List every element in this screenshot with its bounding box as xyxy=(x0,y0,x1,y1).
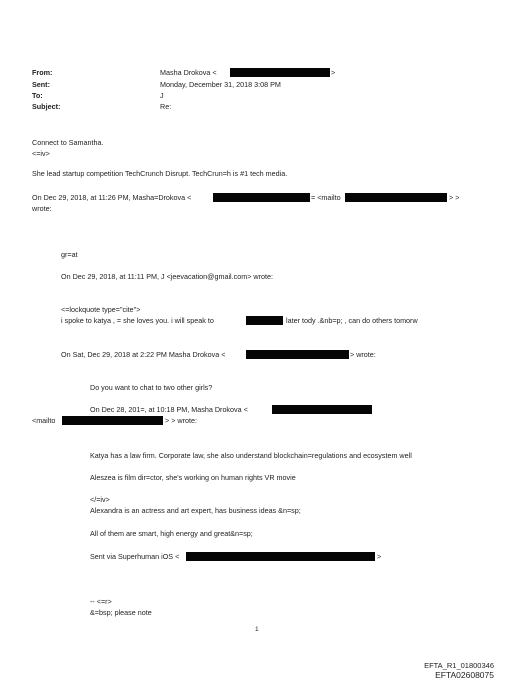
quote-line: On Dec 29, 2018, at 11:11 PM, J <jeevacation@gmail.com> wrote: xyxy=(61,272,273,281)
quote-line: Do you want to chat to two other girls? xyxy=(90,383,213,392)
quote-line: > > wrote: xyxy=(165,416,197,425)
quote-line: i spoke to katya , = she loves you. i will speak to xyxy=(61,316,214,325)
quote-line: </=iv> xyxy=(90,495,110,504)
subject-label: Subject: xyxy=(32,102,61,111)
redaction-box xyxy=(213,193,310,202)
sent-label: Sent: xyxy=(32,80,50,89)
quote-line: -- <=r> xyxy=(90,597,112,606)
quote-line: > xyxy=(377,552,382,561)
from-label: From: xyxy=(32,68,53,77)
from-close: > xyxy=(331,68,336,77)
body-line: wrote: xyxy=(32,204,52,213)
sent-value: Monday, December 31, 2018 3:08 PM xyxy=(160,80,281,89)
quote-line: On Dec 28, 201=, at 10:18 PM, Masha Drokova < xyxy=(90,405,248,414)
quote-line: > wrote: xyxy=(350,350,376,359)
redaction-box xyxy=(62,416,163,425)
body-line: Connect to Samantha. xyxy=(32,138,104,147)
quote-line: Alexandra is an actress and art expert, has business ideas &n=sp; xyxy=(90,506,301,515)
quote-line: All of them are smart, high energy and great&n=sp; xyxy=(90,529,253,538)
body-line: On Dec 29, 2018, at 11:26 PM, Masha=Drokova < xyxy=(32,193,192,202)
page-number: 1 xyxy=(255,626,259,633)
body-line: <=iv> xyxy=(32,149,50,158)
quote-line: On Sat, Dec 29, 2018 at 2:22 PM Masha Drokova < xyxy=(61,350,226,359)
redaction-box xyxy=(345,193,447,202)
to-value: J xyxy=(160,91,164,100)
redaction-box xyxy=(230,68,330,77)
bates-number: EFTA02608075 xyxy=(435,670,494,680)
redaction-box xyxy=(272,405,372,414)
subject-value: Re: xyxy=(160,102,172,111)
quote-line: &=bsp; please note xyxy=(90,608,152,617)
quote-line: gr=at xyxy=(61,250,78,259)
redaction-box xyxy=(246,316,283,325)
quote-line: <=lockquote type="cite"> xyxy=(61,305,141,314)
body-line: She lead startup competition TechCrunch Disrupt. TechCrun=h is #1 tech media. xyxy=(32,169,288,178)
redaction-box xyxy=(246,350,349,359)
body-line: > > xyxy=(449,193,460,202)
from-value: Masha Drokova < xyxy=(160,68,217,77)
redaction-box xyxy=(186,552,375,561)
quote-line: Sent via Superhuman iOS < xyxy=(90,552,180,561)
quote-line: Aleszea is film dir=ctor, she's working on human rights VR movie xyxy=(90,473,296,482)
to-label: To: xyxy=(32,91,43,100)
body-line: = <mailto xyxy=(311,193,341,202)
bates-number: EFTA_R1_01800346 xyxy=(424,661,494,670)
quote-line: later tody .&nb=p; , can do others tomorw xyxy=(286,316,418,325)
quote-line: Katya has a law firm. Corporate law, she also understand blockchain=regulations and ecosystem well xyxy=(90,451,412,460)
quote-line: <mailto xyxy=(32,416,56,425)
